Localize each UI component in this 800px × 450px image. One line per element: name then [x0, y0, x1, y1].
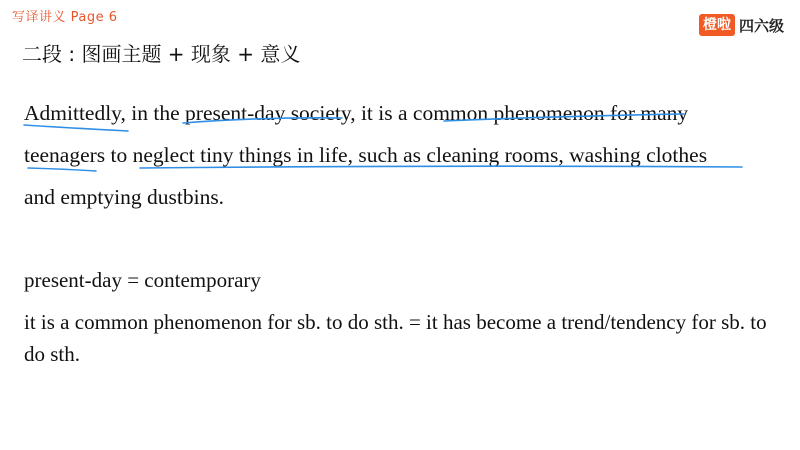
paragraph-line-3: and emptying dustbins.	[24, 185, 225, 209]
phrase-note: it is a common phenomenon for sb. to do sth. = it has become a trend/tendency for sb. to do sth.	[24, 310, 767, 366]
brand-logo	[699, 14, 784, 36]
paragraph-line-1: Admittedly, in the present-day society, it is a common phenomenon for many	[24, 101, 689, 125]
brand-logo-text: 四六级	[738, 16, 784, 35]
section-title: 二段 : 图画主题 + 现象 + 意义	[22, 42, 301, 66]
header-label: 写译讲义 Page 6	[12, 10, 118, 25]
example-paragraph	[24, 92, 766, 218]
paragraph-line-2: teenagers to neglect tiny things in life, such as cleaning rooms, washing clothes	[24, 143, 708, 167]
brand-logo-mark: 橙啦	[699, 14, 735, 36]
vocab-note: present-day = contemporary	[24, 268, 261, 292]
